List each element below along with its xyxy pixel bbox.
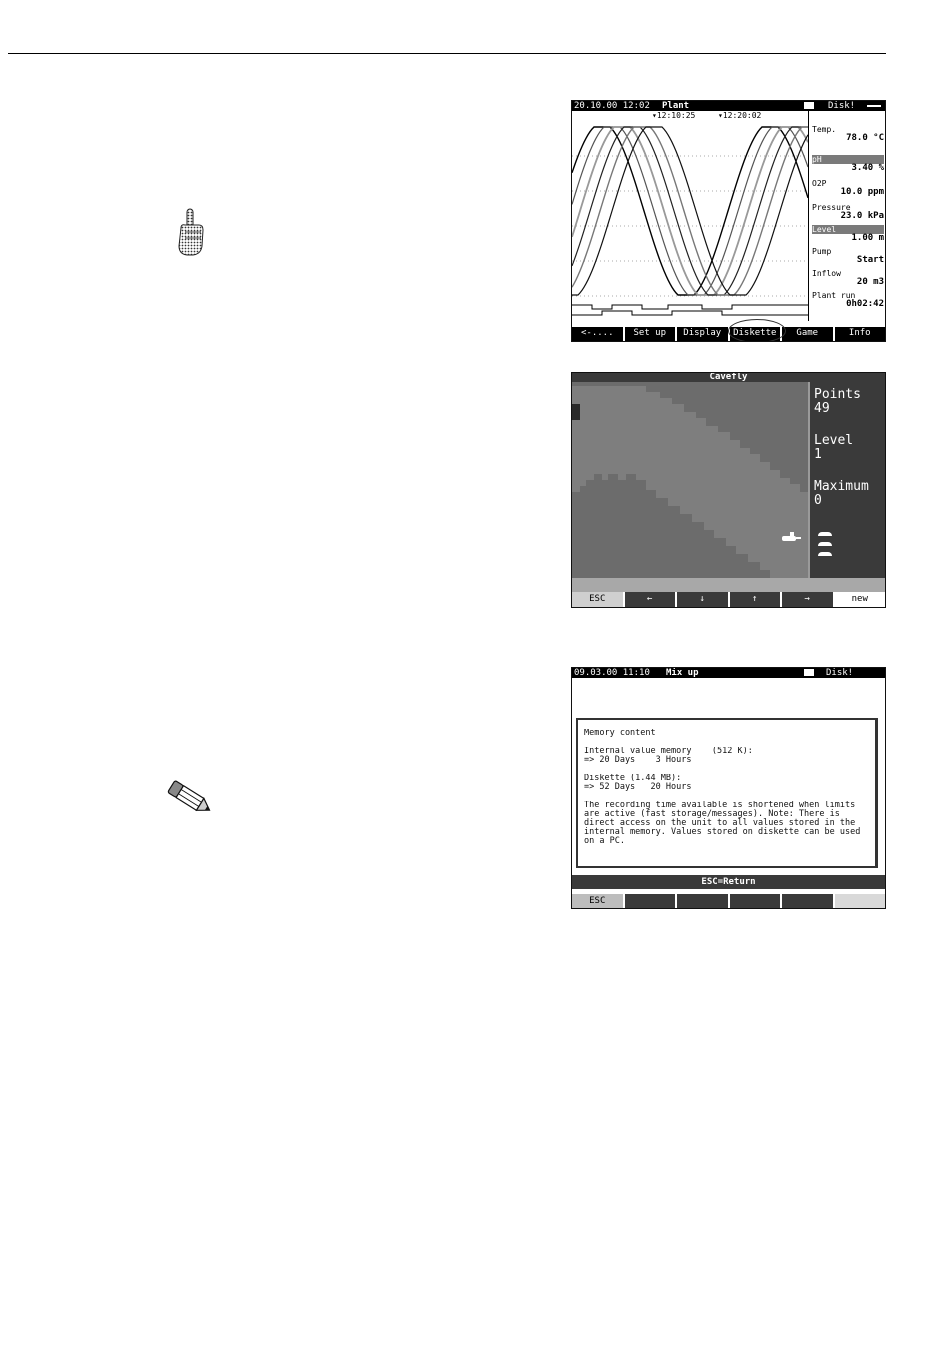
title-bar xyxy=(572,668,885,678)
softkey-esc[interactable]: ESC xyxy=(572,894,625,908)
trend-curve xyxy=(572,127,808,295)
softkey-blank[interactable] xyxy=(730,894,783,908)
cave-playfield xyxy=(572,382,808,578)
header-rule xyxy=(8,53,886,54)
trend-curve xyxy=(572,127,808,295)
screen-title: Mix up xyxy=(666,668,699,678)
highlight-ellipse xyxy=(728,319,786,342)
channel-label: pH xyxy=(812,155,884,164)
life-ship-icon xyxy=(818,552,832,556)
softkey-info[interactable]: Info xyxy=(835,327,886,341)
softkey-esc[interactable]: ESC xyxy=(572,592,625,607)
digital-track xyxy=(572,305,808,309)
info-softkey-bar xyxy=(572,894,885,908)
softkey-game[interactable]: Game xyxy=(782,327,835,341)
maximum-value: 0 xyxy=(814,493,822,508)
info-screen xyxy=(571,667,886,909)
score-panel xyxy=(808,382,886,578)
channel-readout xyxy=(812,179,884,197)
diskette-icon xyxy=(804,102,814,109)
digital-track xyxy=(572,311,808,315)
pointing-hand-icon xyxy=(175,208,205,258)
diskette-icon xyxy=(804,669,814,676)
level-label: Level xyxy=(814,433,854,448)
softkey-diskette[interactable]: Diskette xyxy=(730,327,783,341)
points-value: 49 xyxy=(814,401,830,416)
progress-bar-icon xyxy=(867,105,881,107)
softkey-display[interactable]: Display xyxy=(677,327,730,341)
diskette-duration: => 52 Days 20 Hours xyxy=(584,782,692,792)
channel-values-panel xyxy=(808,111,886,321)
channel-label: Pressure xyxy=(812,203,851,212)
softkey-blank[interactable] xyxy=(835,894,886,908)
memory-heading: Memory content xyxy=(584,729,656,738)
memory-info-box xyxy=(576,718,878,868)
channel-value: 10.0 ppm xyxy=(840,187,884,197)
channel-value: 78.0 °C xyxy=(846,133,884,143)
channel-readout xyxy=(812,155,884,173)
time-marker: ▾12:10:25 xyxy=(652,111,696,120)
channel-value: 23.0 kPa xyxy=(840,211,884,221)
internal-memory-duration: => 20 Days 3 Hours xyxy=(584,755,692,765)
datetime: 09.03.00 11:10 xyxy=(574,668,650,678)
trend-curve xyxy=(572,127,808,295)
channel-label: Level xyxy=(812,225,884,234)
channel-value: 0h02:42 xyxy=(846,299,884,309)
trend-curves xyxy=(572,121,808,321)
recording-note: The recording time available is shortened when limits are active (fast storage/messages). Note: There is direct access on the unit to all values stored in the internal memory. Values stored on diskette can be used on a PC. xyxy=(584,801,861,846)
lives-indicator xyxy=(818,532,832,562)
points-label: Points xyxy=(814,387,861,402)
trend-curve xyxy=(572,127,808,295)
title-bar xyxy=(572,101,885,111)
cave-wall-block xyxy=(572,404,580,420)
channel-label: Temp. xyxy=(812,125,837,134)
channel-readout xyxy=(812,247,884,265)
game-status-bar xyxy=(572,578,885,593)
softkey-up[interactable]: ↑ xyxy=(730,592,783,607)
channel-label: O2P xyxy=(812,179,827,188)
pencil-note-icon xyxy=(164,780,216,816)
softkey-left[interactable]: ← xyxy=(625,592,678,607)
diskette-line: Diskette (1.44 MB): xyxy=(584,774,682,783)
game-screen xyxy=(571,372,886,608)
softkey-setup[interactable]: Set up xyxy=(625,327,678,341)
life-ship-icon xyxy=(818,532,832,536)
softkey-down[interactable]: ↓ xyxy=(677,592,730,607)
channel-value: 20 m3 xyxy=(856,277,884,287)
softkey-blank[interactable] xyxy=(677,894,730,908)
esc-return-bar: ESC=Return xyxy=(572,875,885,889)
time-marker: ▾12:20:02 xyxy=(718,111,762,120)
softkey-back[interactable]: <-.... xyxy=(572,327,625,341)
trend-display-screen xyxy=(571,100,886,342)
channel-value: Start xyxy=(856,255,884,265)
game-title: Cavefly xyxy=(572,373,885,382)
channel-value: 3.40 % xyxy=(851,163,884,173)
softkey-blank[interactable] xyxy=(782,894,835,908)
channel-label: Inflow xyxy=(812,269,841,278)
level-value: 1 xyxy=(814,447,822,462)
life-ship-icon xyxy=(818,542,832,546)
channel-readout xyxy=(812,125,884,143)
channel-readout xyxy=(812,203,884,221)
trend-curve xyxy=(572,127,808,295)
channel-label: Pump xyxy=(812,247,832,256)
internal-memory-line: Internal value memory (512 K): xyxy=(584,747,753,756)
channel-readout xyxy=(812,269,884,287)
datetime: 20.10.00 12:02 xyxy=(574,101,650,111)
screen-title: Plant xyxy=(662,101,690,111)
channel-readout xyxy=(812,225,884,243)
channel-readout xyxy=(812,291,884,309)
softkey-right[interactable]: → xyxy=(782,592,835,607)
channel-value: 1.00 m xyxy=(851,233,884,243)
maximum-label: Maximum xyxy=(814,479,869,494)
disk-status: Disk! xyxy=(828,101,856,111)
trend-curve xyxy=(572,127,808,295)
game-softkey-bar xyxy=(572,592,885,607)
channel-label: Plant run xyxy=(812,291,856,300)
time-markers xyxy=(572,111,808,121)
disk-status: Disk! xyxy=(826,668,854,678)
softkey-new[interactable]: new xyxy=(835,592,886,607)
softkey-blank[interactable] xyxy=(625,894,678,908)
